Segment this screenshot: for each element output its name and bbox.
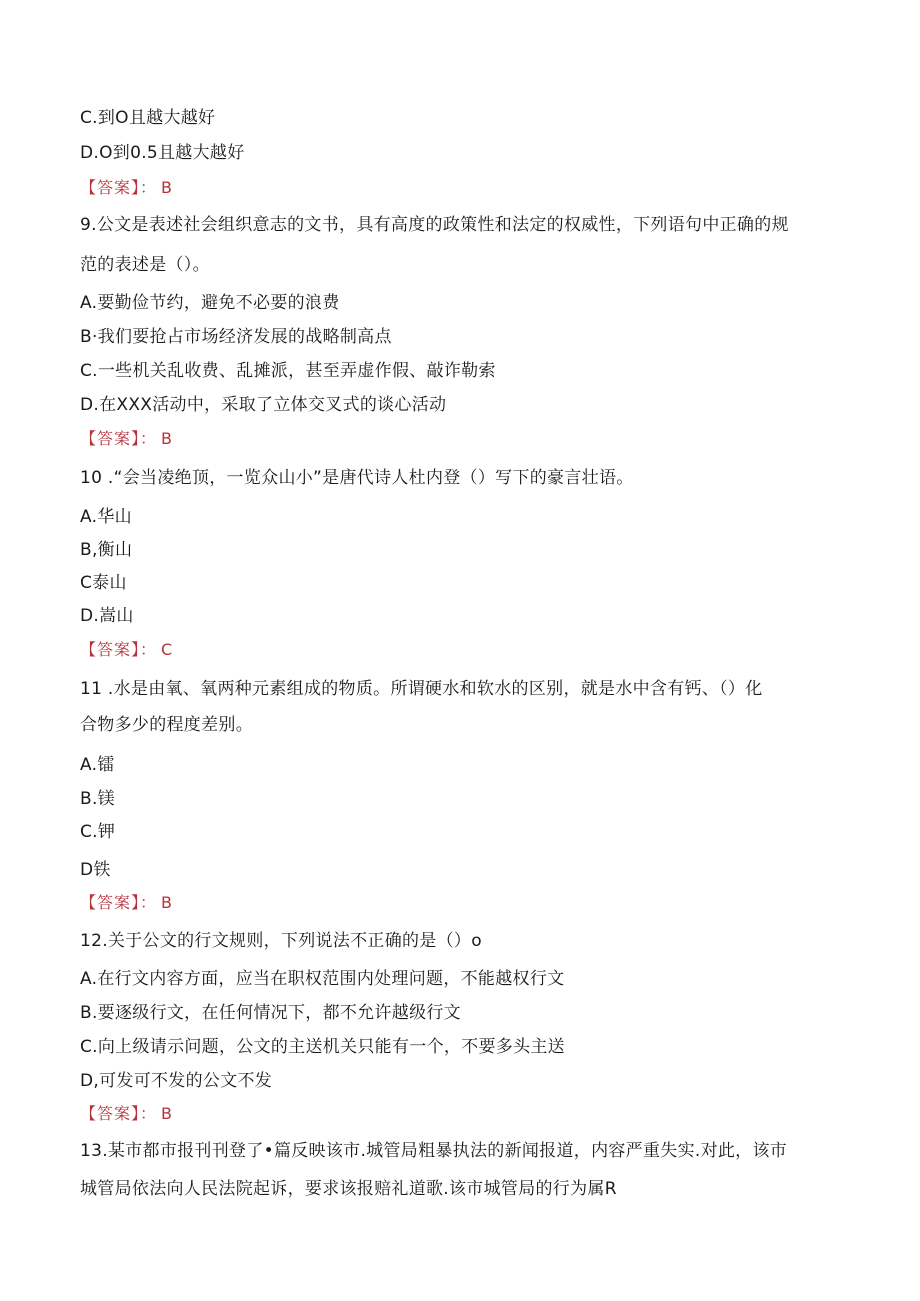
q9-option-c: C.一些机关乱收费、乱摊派，甚至弄虚作假、敲诈勒索 <box>80 361 496 381</box>
q10-option-a: A.华山 <box>80 507 132 527</box>
q9-option-b: B·我们要抢占市场经济发展的战略制高点 <box>80 327 392 347</box>
answer-label: 【答案】： <box>80 893 158 912</box>
q9-stem-line-1: 9.公文是表述社会组织意志的文书，具有高度的政策性和法定的权威性，下列语句中正确的规 <box>80 215 789 235</box>
q11-option-d: D铁 <box>80 860 111 880</box>
q8-option-c: C.到O且越大越好 <box>80 108 216 128</box>
q12-option-b: B.要逐级行文，在任何情况下，都不允许越级行文 <box>80 1003 461 1023</box>
q8-answer <box>80 177 173 199</box>
answer-label: 【答案】： <box>80 178 158 197</box>
answer-value: B <box>161 178 173 197</box>
q12-answer <box>80 1103 173 1125</box>
q11-option-b: B.镁 <box>80 789 115 809</box>
q9-option-a: A.要勤俭节约，避免不必要的浪费 <box>80 293 340 313</box>
q13-stem-line-1: 13.某市都市报刊刊登了•篇反映该市.城管局粗暴执法的新闻报道，内容严重失实.对此，该市 <box>80 1141 788 1161</box>
answer-label: 【答案】： <box>80 1104 158 1123</box>
q11-answer <box>80 892 173 914</box>
q10-stem: 10 .“会当凌绝顶，一览众山小”是唐代诗人杜内登（）写下的豪言壮语。 <box>80 468 634 488</box>
answer-value: C <box>161 640 174 659</box>
q12-stem: 12.关于公文的行文规则，下列说法不正确的是（）o <box>80 931 482 951</box>
q13-stem-line-2: 城管局依法向人民法院起诉，要求该报赔礼道歌.该市城管局的行为属R <box>80 1179 617 1199</box>
q11-option-c: C.钾 <box>80 822 116 842</box>
answer-label: 【答案】： <box>80 429 158 448</box>
answer-value: B <box>161 1104 173 1123</box>
q10-option-c: C泰山 <box>80 573 127 593</box>
q11-stem-line-1: 11 .水是由氧、氧两种元素组成的物质。所谓硬水和软水的区别，就是水中含有钙、（）化 <box>80 679 763 699</box>
q11-stem-line-2: 合物多少的程度差别。 <box>80 715 253 735</box>
answer-value: B <box>161 893 173 912</box>
q12-option-a: A.在行文内容方面，应当在职权范围内处理问题，不能越权行文 <box>80 969 565 989</box>
q11-option-a: A.镭 <box>80 755 115 775</box>
q9-option-d: D.在XXX活动中，采取了立体交叉式的谈心活动 <box>80 395 447 415</box>
q12-option-d: D,可发可不发的公文不发 <box>80 1071 273 1091</box>
q10-option-b: B,衡山 <box>80 540 133 560</box>
answer-value: B <box>161 429 173 448</box>
q8-option-d: D.O到0.5且越大越好 <box>80 143 245 163</box>
q9-stem-line-2: 范的表述是（）。 <box>80 255 210 275</box>
q10-answer <box>80 639 173 661</box>
q12-option-c: C.向上级请示问题，公文的主送机关只能有一个，不要多头主送 <box>80 1037 565 1057</box>
q9-answer <box>80 428 173 450</box>
q10-option-d: D.嵩山 <box>80 606 134 626</box>
answer-label: 【答案】： <box>80 640 158 659</box>
